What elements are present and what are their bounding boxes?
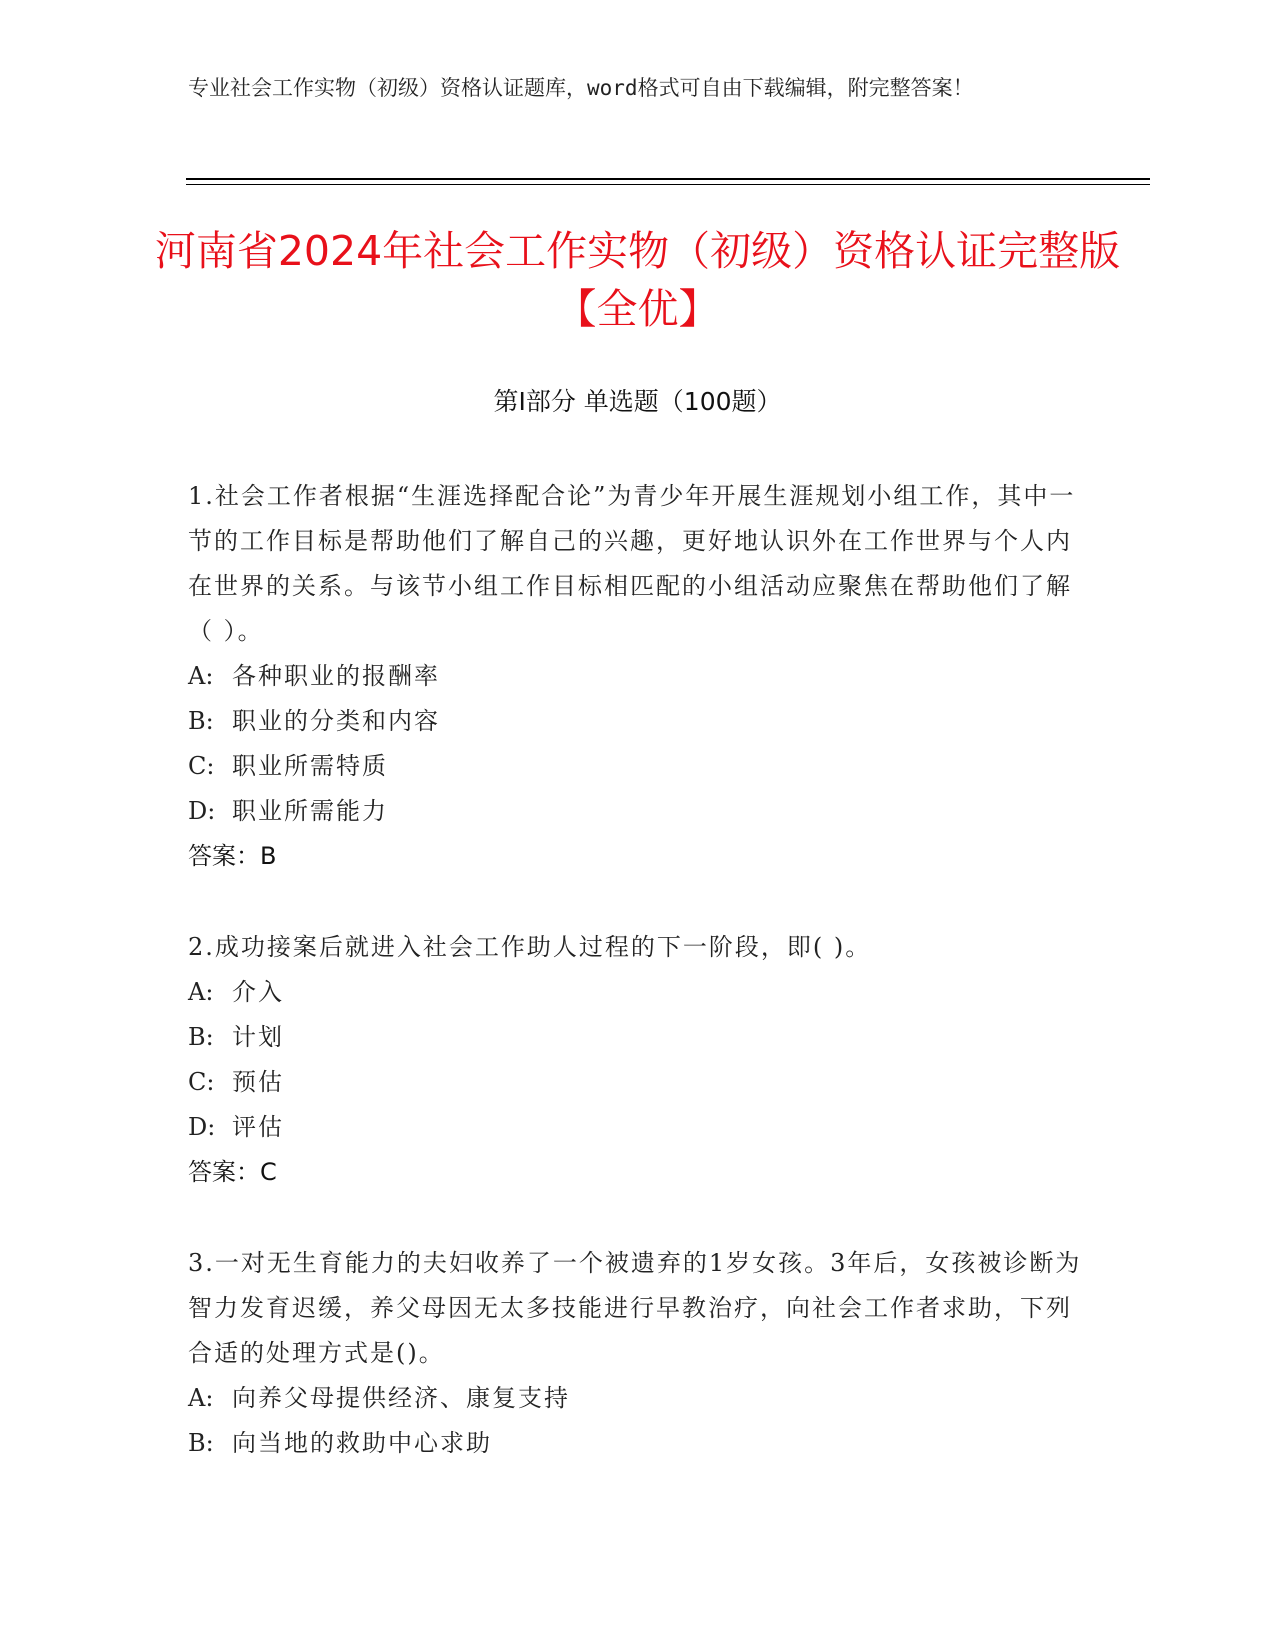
option-key: A: <box>188 1384 214 1412</box>
question-item <box>188 474 1088 879</box>
header-divider-thin <box>186 184 1150 185</box>
option-key: B: <box>188 1023 214 1051</box>
option-key: C: <box>188 752 215 780</box>
option-key: D: <box>188 797 216 825</box>
answer-line: 答案：C <box>188 1158 277 1186</box>
question-list <box>188 474 1088 1512</box>
option-key: A: <box>188 978 214 1006</box>
option-a <box>188 970 1088 1015</box>
question-item <box>188 925 1088 1195</box>
option-text: 介入 <box>232 978 284 1006</box>
option-a <box>188 1376 1088 1421</box>
option-b <box>188 699 1088 744</box>
question-stem: 3.一对无生育能力的夫妇收养了一个被遗弃的1岁女孩。3年后，女孩被诊断为智力发育迟缓，养父母因无太多技能进行早教治疗，向社会工作者求助，下列合适的处理方式是()。 <box>188 1249 1082 1367</box>
answer-line: 答案：B <box>188 842 277 870</box>
option-key: B: <box>188 707 214 735</box>
option-text: 职业的分类和内容 <box>232 707 440 735</box>
option-c <box>188 1060 1088 1105</box>
option-b <box>188 1015 1088 1060</box>
option-key: A: <box>188 662 214 690</box>
option-text: 评估 <box>232 1113 284 1141</box>
option-d <box>188 789 1088 834</box>
header-divider-thick <box>186 178 1150 180</box>
option-text: 向当地的救助中心求助 <box>232 1429 492 1457</box>
option-text: 职业所需特质 <box>232 752 388 780</box>
option-key: C: <box>188 1068 215 1096</box>
option-d <box>188 1105 1088 1150</box>
option-b <box>188 1421 1088 1466</box>
option-text: 职业所需能力 <box>232 797 388 825</box>
option-key: B: <box>188 1429 214 1457</box>
option-text: 各种职业的报酬率 <box>232 662 440 690</box>
option-a <box>188 654 1088 699</box>
question-item <box>188 1241 1088 1466</box>
section-title: 第Ⅰ部分 单选题（100题） <box>493 387 782 416</box>
header-note: 专业社会工作实物（初级）资格认证题库，word格式可自由下载编辑，附完整答案！ <box>188 76 974 100</box>
option-text: 预估 <box>232 1068 284 1096</box>
option-key: D: <box>188 1113 216 1141</box>
question-stem: 2.成功接案后就进入社会工作助人过程的下一阶段，即( )。 <box>188 933 872 961</box>
option-c <box>188 744 1088 789</box>
question-stem: 1.社会工作者根据“生涯选择配合论”为青少年开展生涯规划小组工作，其中一节的工作目标是帮助他们了解自己的兴趣，更好地认识外在工作世界与个人内在世界的关系。与该节小组工作目标相匹配的小组活动应聚焦在帮助他们了解（ ）。 <box>188 482 1076 645</box>
option-text: 向养父母提供经济、康复支持 <box>232 1384 570 1412</box>
document-title: 河南省2024年社会工作实物（初级）资格认证完整版【全优】 <box>154 227 1121 333</box>
option-text: 计划 <box>232 1023 284 1051</box>
